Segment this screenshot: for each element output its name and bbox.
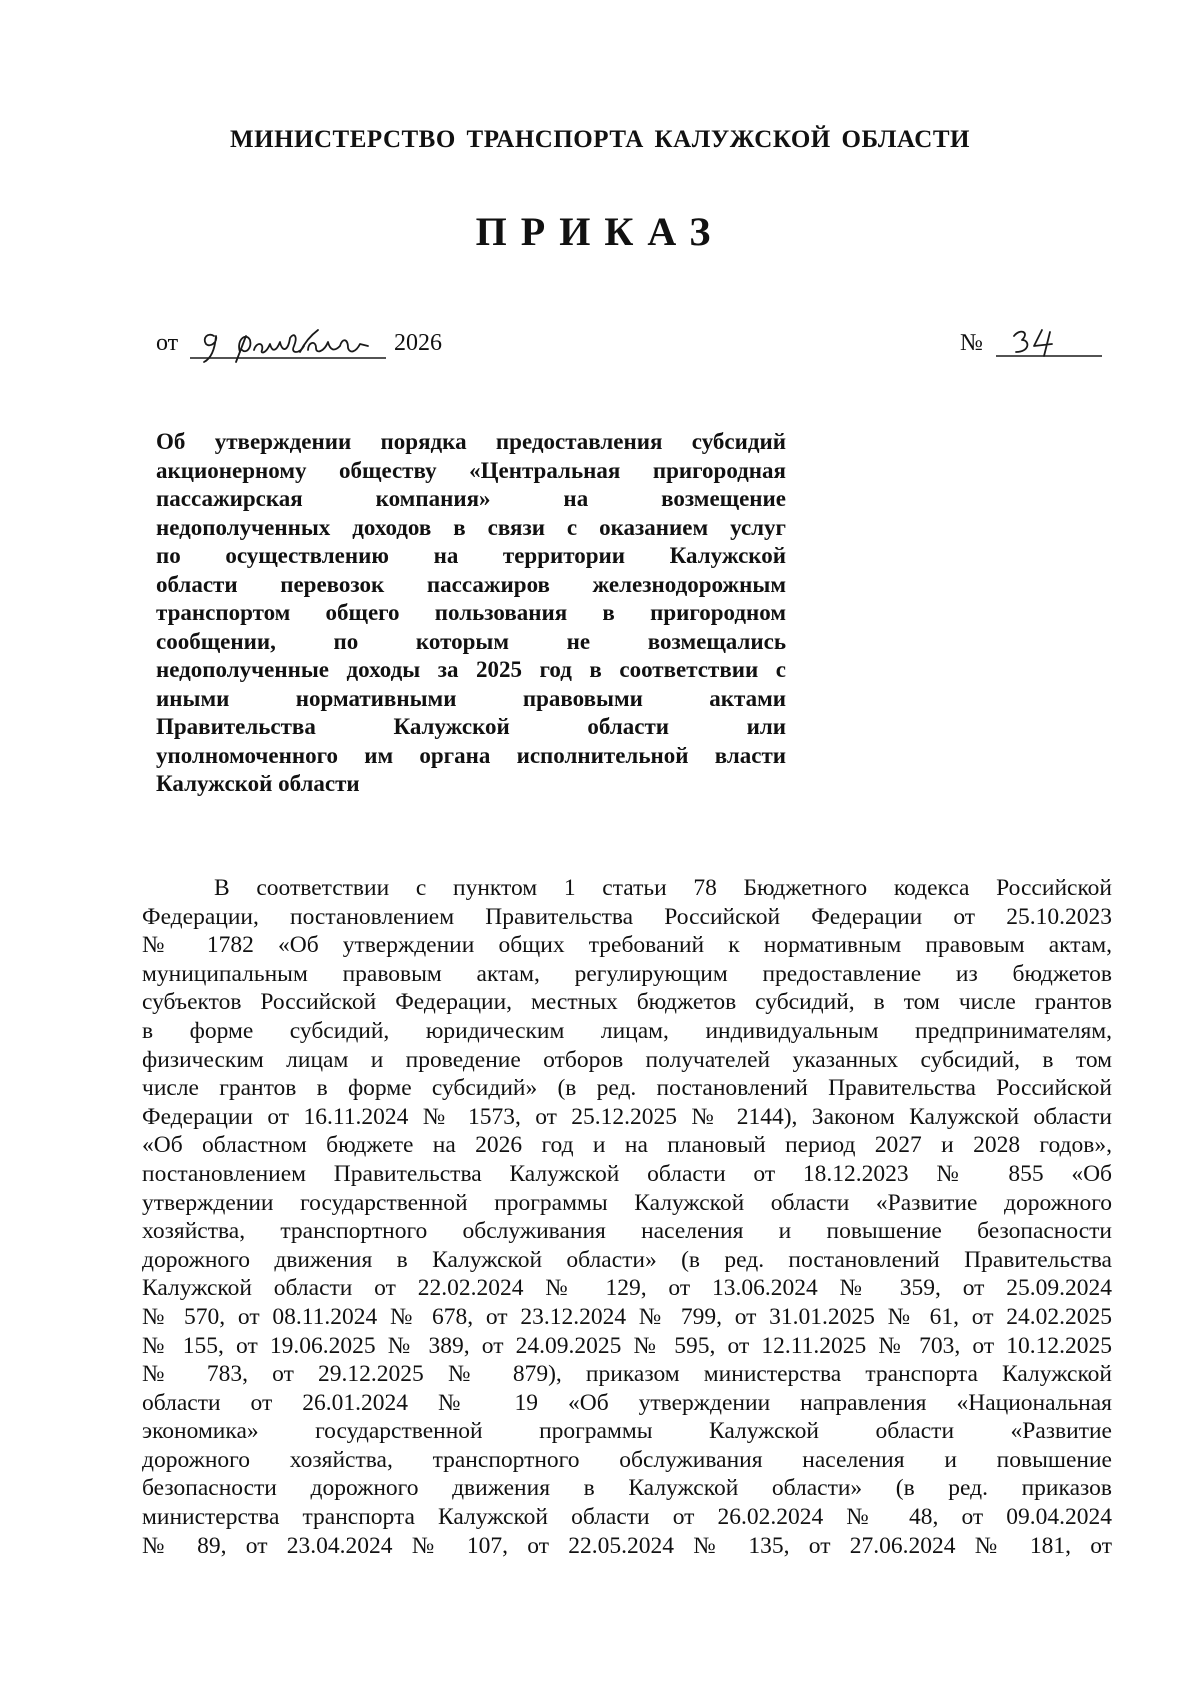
preamble-line: Федерации, постановлением Правительства Российской Федерации от 25.10.2023 [142,903,1112,930]
handwritten-date [190,324,530,364]
preamble-line: в форме субсидий, юридическим лицам, индивидуальным предпринимателям, [142,1017,1112,1044]
preamble-line: муниципальным правовым актам, регулирующим предоставление из бюджетов [142,960,1112,987]
preamble-line: числе грантов в форме субсидий» (в ред. постановлений Правительства Российской [142,1075,1112,1102]
preamble-line: постановлением Правительства Калужской области от 18.12.2023 № 855 «Об [142,1160,1112,1187]
preamble-line: физическим лицам и проведение отборов получателей указанных субсидий, в том [142,1046,1112,1073]
preamble-line: области от 26.01.2024 № 19 «Об утверждении направления «Национальная [142,1389,1112,1416]
subject-line: сообщении, по которым не возмещались [156,628,786,654]
preamble-line: утверждении государственной программы Калужской области «Развитие дорожного [142,1189,1112,1216]
preamble-line: Калужской области от 22.02.2024 № 129, от 13.06.2024 № 359, от 25.09.2024 [142,1275,1112,1302]
ministry-heading: МИНИСТЕРСТВО ТРАНСПОРТА КАЛУЖСКОЙ ОБЛАСТИ [230,126,970,153]
preamble-line: субъектов Российской Федерации, местных бюджетов субсидий, в том числе грантов [142,989,1112,1016]
subject-line: Калужской области [156,771,360,796]
preamble-line: дорожного движения в Калужской области» (в ред. постановлений Правительства [142,1246,1112,1273]
subject-line: недополученные доходы за 2025 год в соответствии с [156,657,786,682]
preamble-line: министерства транспорта Калужской области от 26.02.2024 № 48, от 09.04.2024 [142,1504,1112,1531]
number-sign: № [960,330,983,356]
subject-line: акционерному обществу «Центральная пригородная [156,457,786,483]
subject-line: недополученных доходов в связи с оказанием услуг [156,514,786,540]
preamble-line: безопасности дорожного движения в Калужской области» (в ред. приказов [142,1475,1112,1502]
document-type-title: ПРИКАЗ [475,209,725,254]
preamble-line: № 155, от 19.06.2025 № 389, от 24.09.2025 № 595, от 12.11.2025 № 703, от 10.12.2025 [142,1332,1112,1359]
preamble-line: № 89, от 23.04.2024 № 107, от 22.05.2024 № 135, от 27.06.2024 № 181, от [142,1532,1112,1559]
preamble-line: дорожного хозяйства, транспортного обслуживания населения и повышение [142,1446,1112,1473]
preamble-line: В соответствии с пунктом 1 статьи 78 Бюджетного кодекса Российской [214,875,1112,901]
preamble-line: «Об областном бюджете на 2026 год и на плановый период 2027 и 2028 годов», [142,1132,1112,1159]
subject-line: Об утверждении порядка предоставления субсидий [156,429,786,454]
handwritten-number [996,322,1106,362]
subject-line: транспортом общего пользования в пригородном [156,600,786,625]
subject-line: области перевозок пассажиров железнодорожным [156,571,786,597]
preamble-line: № 570, от 08.11.2024 № 678, от 23.12.2024 № 799, от 31.01.2025 № 61, от 24.02.2025 [142,1303,1112,1330]
preamble-line: № 783, от 29.12.2025 № 879), приказом министерства транспорта Калужской [142,1361,1112,1388]
preamble-line: экономика» государственной программы Калужской области «Развитие [142,1418,1112,1445]
subject-line: иными нормативными правовыми актами [156,685,786,711]
subject-line: пассажирская компания» на возмещение [156,486,786,511]
date-year: 2026 [394,330,442,356]
subject-line: по осуществлению на территории Калужской [156,543,786,568]
preamble-line: Федерации от 16.11.2024 № 1573, от 25.12.2025 № 2144), Законом Калужской области [142,1103,1112,1130]
preamble-text [142,874,1112,1560]
subject-line: Правительства Калужской области или [156,714,786,739]
preamble-line: № 1782 «Об утверждении общих требований к нормативным правовым актам, [142,932,1112,959]
date-prefix: от [156,330,179,356]
order-subject [156,428,786,799]
subject-line: уполномоченного им органа исполнительной власти [156,742,786,768]
preamble-line: хозяйства, транспортного обслуживания населения и повышение безопасности [142,1218,1112,1245]
